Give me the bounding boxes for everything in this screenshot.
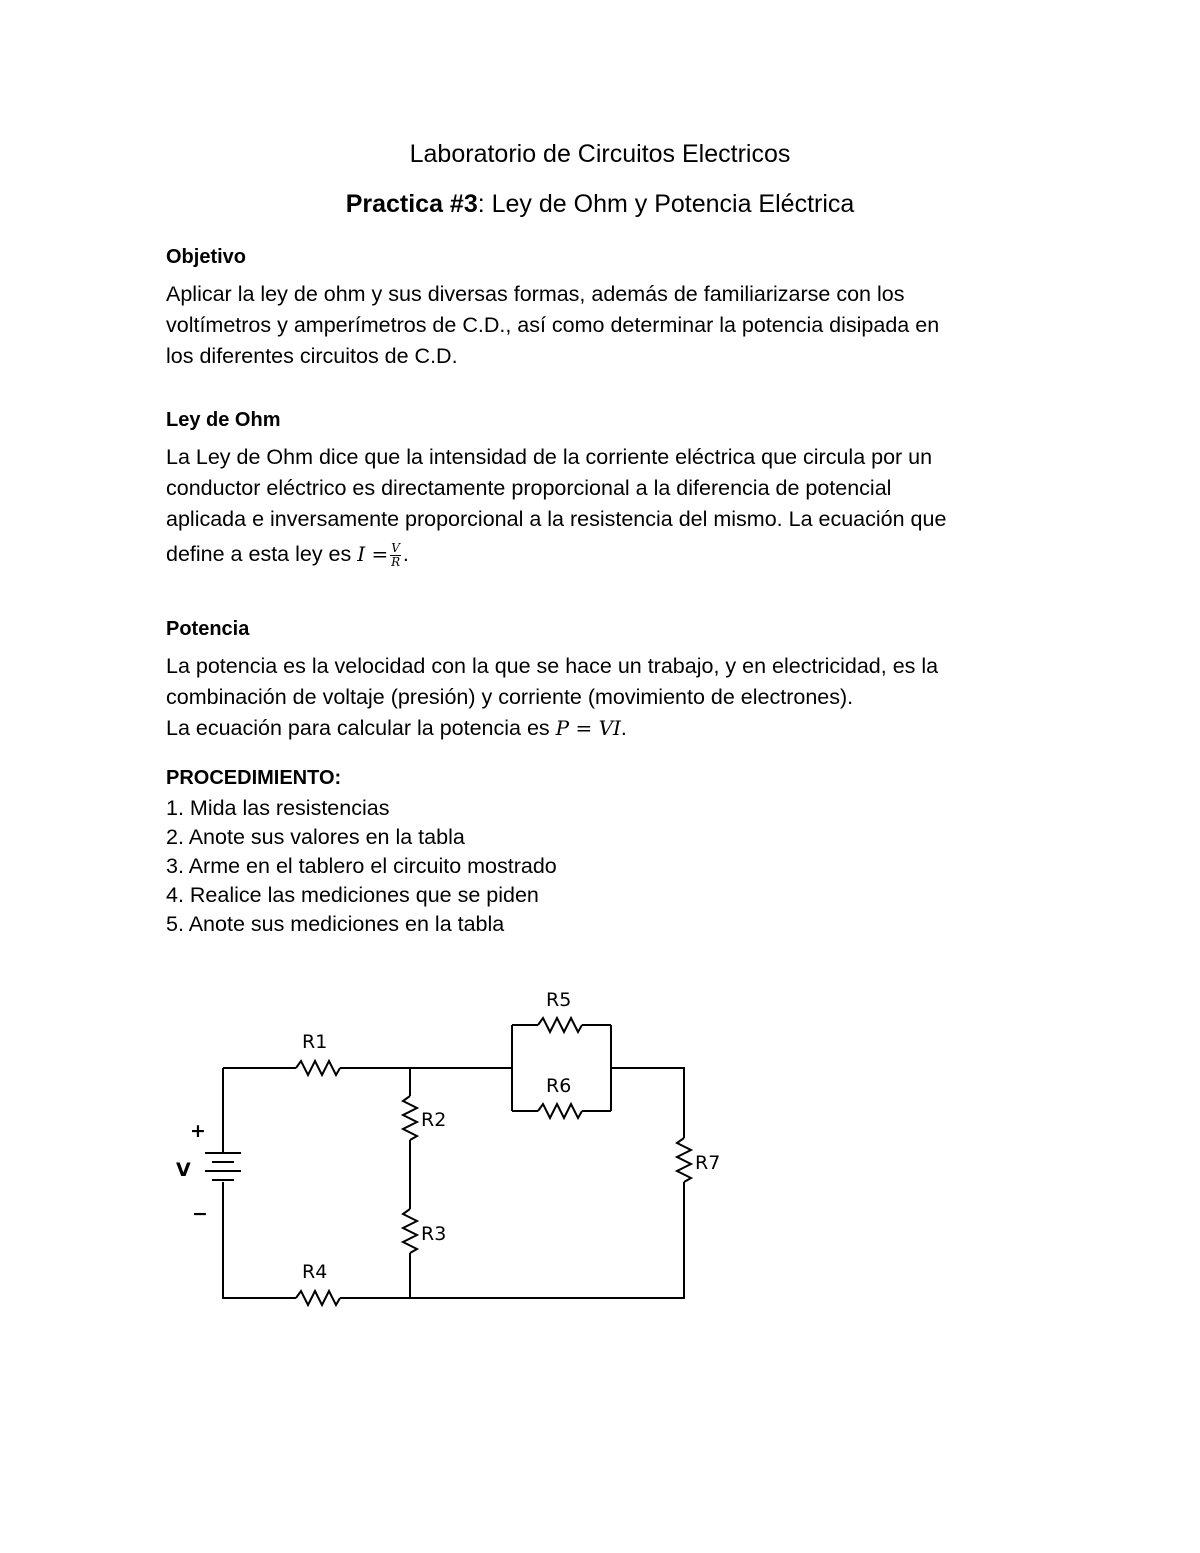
power-equation: P = VI — [555, 716, 621, 740]
label-r5: R5 — [546, 989, 572, 1011]
wire-bottom-left — [223, 1182, 296, 1298]
procedure-step: 5. Anote sus mediciones en la tabla — [166, 912, 505, 936]
procedimiento-heading: PROCEDIMIENTO: — [166, 767, 342, 789]
label-source: V — [176, 1159, 191, 1181]
ley-ohm-heading: Ley de Ohm — [166, 409, 281, 431]
objetivo-heading: Objetivo — [166, 246, 247, 268]
ley-ohm-line: conductor eléctrico es directamente proporcional a la diferencia de potencial — [166, 476, 892, 500]
objetivo-line: los diferentes circuitos de C.D. — [166, 344, 458, 368]
label-r4: R4 — [302, 1261, 328, 1283]
resistor-r4 — [296, 1291, 340, 1305]
label-plus: + — [190, 1120, 206, 1142]
objetivo-line: voltímetros y amperímetros de C.D., así como determinar la potencia disipada en — [166, 313, 940, 337]
potencia-equation-intro: La ecuación para calcular la potencia es — [166, 716, 556, 740]
wire-top-right — [611, 1068, 684, 1138]
resistor-r3 — [403, 1209, 417, 1253]
ley-ohm-equation-intro: define a esta ley es — [166, 542, 358, 566]
ohm-equation-period: . — [402, 542, 409, 566]
resistor-r6 — [538, 1104, 582, 1118]
procedure-step: 3. Arme en el tablero el circuito mostrado — [166, 854, 557, 878]
potencia-heading: Potencia — [166, 618, 250, 640]
ley-ohm-line: La Ley de Ohm dice que la intensidad de la corriente eléctrica que circula por un — [166, 445, 933, 469]
procedure-step: 4. Realice las mediciones que se piden — [166, 883, 539, 907]
procedure-step: 2. Anote sus valores en la tabla — [166, 825, 465, 849]
potencia-line: combinación de voltaje (presión) y corriente (movimiento de electrones). — [166, 685, 854, 709]
subtitle-practice-number: Practica #3 — [345, 190, 478, 218]
potencia-line: La potencia es la velocidad con la que se hace un trabajo, y en electricidad, es la — [166, 654, 939, 678]
resistor-r7 — [677, 1138, 691, 1182]
procedure-step: 1. Mida las resistencias — [166, 796, 390, 820]
label-r6: R6 — [546, 1075, 572, 1097]
label-minus: − — [192, 1203, 208, 1225]
objetivo-line: Aplicar la ley de ohm y sus diversas formas, además de familiarizarse con los — [166, 282, 905, 306]
resistor-r1 — [296, 1061, 340, 1075]
document-title: Laboratorio de Circuitos Electricos — [409, 140, 791, 168]
label-r2: R2 — [421, 1109, 447, 1131]
power-equation-period: . — [620, 716, 627, 740]
label-r1: R1 — [302, 1031, 328, 1053]
resistor-r5 — [538, 1018, 582, 1032]
ley-ohm-line: aplicada e inversamente proporcional a la resistencia del mismo. La ecuación que — [166, 507, 947, 531]
label-r7: R7 — [695, 1152, 721, 1174]
subtitle-topic: : Ley de Ohm y Potencia Eléctrica — [477, 190, 855, 218]
label-r3: R3 — [421, 1223, 447, 1245]
resistor-r2 — [403, 1096, 417, 1140]
ohm-equation-numerator: V — [391, 540, 400, 555]
ohm-equation-lhs: I = — [357, 542, 389, 566]
ohm-equation-denominator: R — [391, 554, 401, 569]
wire-right-bottom — [410, 1182, 684, 1298]
